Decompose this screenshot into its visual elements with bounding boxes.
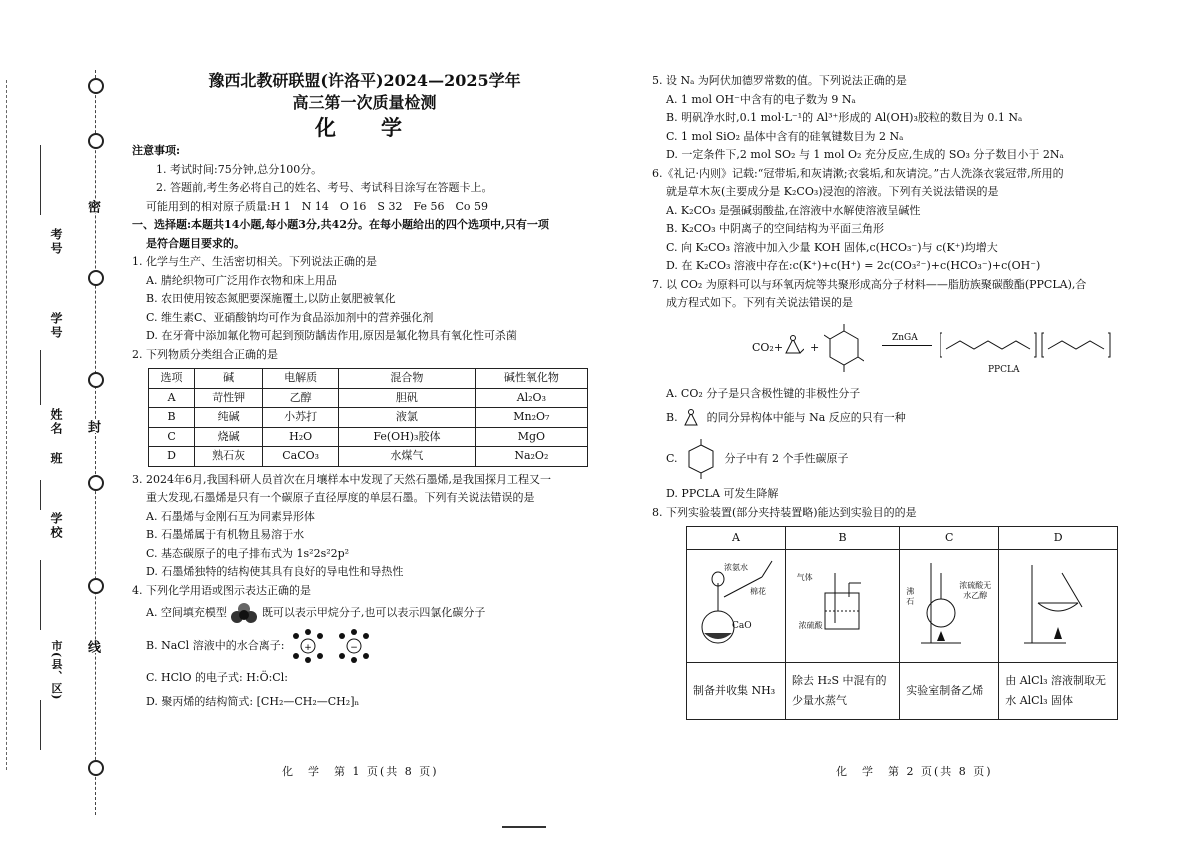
label-reagents: 浓硫酸无水乙醇 xyxy=(959,580,992,600)
exam-subject: 化 学 xyxy=(315,115,414,140)
q1-option-a: A. 腈纶织物可广泛用作衣物和床上用品 xyxy=(146,273,337,287)
ppcla-structure-icon xyxy=(940,329,1120,363)
epoxide-small-icon xyxy=(681,407,703,429)
table-cell: 熟石灰 xyxy=(195,447,263,467)
punch-hole xyxy=(88,270,104,286)
bottom-mark xyxy=(502,826,546,828)
label-boiling-chips: 沸石 xyxy=(906,586,915,606)
label-conc-h2so4: 浓硫酸 xyxy=(798,620,823,630)
q2-stem: 2. 下列物质分类组合正确的是 xyxy=(132,347,278,361)
q4-option-b-text: B. NaCl 溶液中的水合离子: xyxy=(146,639,285,652)
apparatus-row xyxy=(687,550,1118,663)
table-cell: 苛性钾 xyxy=(195,388,263,408)
table-row xyxy=(149,388,588,408)
q6-stem: 6.《礼记·内则》记载:“冠带垢,和灰请漱;衣裳垢,和灰请浣。”古人洗涤衣裳冠带,所用的 xyxy=(652,166,1064,180)
table-header: D xyxy=(999,527,1118,550)
space-filling-model-icon xyxy=(230,602,258,624)
seal-mark-mi: 密 xyxy=(85,200,100,213)
table-header: 电解质 xyxy=(263,369,339,389)
q6-option-b: B. K₂CO₃ 中阴离子的空间结构为平面三角形 xyxy=(666,222,885,235)
seal-mark-feng: 封 xyxy=(85,420,100,433)
table-cell: 纯碱 xyxy=(195,408,263,428)
q7-option-c-letter: C. xyxy=(666,452,678,465)
table-cell: 胆矾 xyxy=(339,388,476,408)
label-school: 学校 xyxy=(49,512,63,540)
q4-option-b xyxy=(132,626,597,666)
note-atomic-mass: 可能用到的相对原子质量:H 1 N 14 O 16 S 32 Fe 56 Co 59 xyxy=(146,199,489,213)
q5-option-c: C. 1 mol SiO₂ 晶体中含有的硅氧键数目为 2 Nₐ xyxy=(666,129,904,143)
q7-option-b-letter: B. xyxy=(666,411,678,424)
seal-dashed-line xyxy=(95,70,96,815)
polypropylene-formula: [CH₂—CH₂—CH₂]ₙ xyxy=(256,695,360,708)
caption-cell: 由 AlCl₃ 溶液制取无水 AlCl₃ 固体 xyxy=(999,663,1118,720)
label-city-county: 市(县、区) xyxy=(50,640,63,701)
q8-stem: 8. 下列实验装置(部分夹持装置略)能达到实验目的的是 xyxy=(652,505,917,519)
q4-option-a-text-cont: 既可以表示甲烷分子,也可以表示四氯化碳分子 xyxy=(261,606,486,619)
page-1-footer: 化 学 第 1 页(共 8 页) xyxy=(282,765,439,778)
q2-table xyxy=(148,368,588,467)
caption-cell: 除去 H₂S 中混有的少量水蒸气 xyxy=(786,663,900,720)
lactide-small-icon xyxy=(681,437,721,481)
table-cell: 乙醇 xyxy=(263,388,339,408)
q7-option-c-text: 分子中有 2 个手性碳原子 xyxy=(724,452,849,465)
apparatus-d xyxy=(999,550,1118,663)
fill-line xyxy=(40,350,41,405)
q5-option-a: A. 1 mol OH⁻中含有的电子数为 9 Nₐ xyxy=(666,92,856,106)
table-cell: Al₂O₃ xyxy=(475,388,587,408)
q1-option-d: D. 在牙膏中添加氟化物可起到预防龋齿作用,原因是氟化物具有氧化性可杀菌 xyxy=(146,329,517,342)
table-header: 碱 xyxy=(195,369,263,389)
q3-option-d: D. 石墨烯独特的结构使其具有良好的导电性和导热性 xyxy=(146,565,404,578)
table-cell: D xyxy=(149,447,195,467)
fill-line xyxy=(40,700,41,750)
page-2-footer: 化 学 第 2 页(共 8 页) xyxy=(836,765,993,778)
table-cell: H₂O xyxy=(263,427,339,447)
q4-option-c xyxy=(132,666,597,690)
note-1: 1. 考试时间:75分钟,总分100分。 xyxy=(156,162,323,176)
fill-line xyxy=(40,480,41,510)
table-cell: 水煤气 xyxy=(339,447,476,467)
table-cell: Fe(OH)₃胶体 xyxy=(339,427,476,447)
q7-option-a: A. CO₂ 分子是只含极性键的非极性分子 xyxy=(666,386,861,400)
apparatus-a xyxy=(687,550,786,663)
co2-reactant: CO₂+ xyxy=(752,340,784,354)
fill-line xyxy=(40,560,41,630)
table-header: B xyxy=(786,527,900,550)
svg-text:−: − xyxy=(350,643,358,653)
q7-option-c xyxy=(652,433,1122,485)
table-header: 选项 xyxy=(149,369,195,389)
section-heading-cont: 是符合题目要求的。 xyxy=(146,236,245,250)
binding-margin xyxy=(0,0,120,849)
evaporating-dish-icon xyxy=(1010,553,1106,653)
gas-washing-bottle-icon xyxy=(795,553,891,653)
caption-cell: 制备并收集 NH₃ xyxy=(687,663,786,720)
outer-dashed-line xyxy=(6,80,7,770)
epoxide-icon xyxy=(782,333,804,357)
q4-option-d-text: D. 聚丙烯的结构简式: xyxy=(146,695,254,708)
q6-option-d: D. 在 K₂CO₃ 溶液中存在:c(K⁺)+c(H⁺) = 2c(CO₃²⁻)+c(HCO₃⁻)+c(OH⁻) xyxy=(666,259,1041,272)
label-cotton: 棉花 xyxy=(750,586,766,596)
table-cell: C xyxy=(149,427,195,447)
q4-option-d xyxy=(132,690,597,714)
q1-stem: 1. 化学与生产、生活密切相关。下列说法正确的是 xyxy=(132,255,377,268)
label-exam-number: 考号 xyxy=(49,228,63,256)
table-cell: B xyxy=(149,408,195,428)
apparatus-c xyxy=(900,550,999,663)
punch-hole xyxy=(88,475,104,491)
seal-mark-xian: 线 xyxy=(85,640,100,653)
q4-option-c-text: C. HClO 的电子式: xyxy=(146,671,243,684)
table-cell: 烧碱 xyxy=(195,427,263,447)
table-header: A xyxy=(687,527,786,550)
table-cell: CaCO₃ xyxy=(263,447,339,467)
q6-stem-cont: 就是草木灰(主要成分是 K₂CO₃)浸泡的溶液。下列有关说法错误的是 xyxy=(666,185,999,198)
label-cao: CaO xyxy=(732,620,752,631)
q4-option-a-text: A. 空间填充模型 xyxy=(146,606,227,619)
catalyst-label: ZnGA xyxy=(892,332,918,343)
q5-option-b: B. 明矾净水时,0.1 mol·L⁻¹的 Al³⁺形成的 Al(OH)₃胶粒的数目为 0.1 Nₐ xyxy=(666,111,1023,124)
exam-title-line2: 高三第一次质量检测 xyxy=(292,93,437,112)
table-row xyxy=(149,447,588,467)
q8-table xyxy=(686,526,1118,720)
label-class: 班 xyxy=(49,452,63,466)
label-ammonia: 浓氨水 xyxy=(724,562,748,572)
table-header-row xyxy=(687,527,1118,550)
table-header: C xyxy=(900,527,999,550)
q7-stem-cont: 成方程式如下。下列有关说法错误的是 xyxy=(666,296,853,309)
label-student-id: 学号 xyxy=(49,312,63,340)
label-name: 姓名 xyxy=(49,408,63,436)
table-row xyxy=(149,427,588,447)
page-1-column xyxy=(132,70,597,714)
q7-stem: 7. 以 CO₂ 为原料可以与环氧丙烷等共聚形成高分子材料——脂肪族聚碳酸酯(PPCLA),合 xyxy=(652,277,1087,291)
q1-option-c: C. 维生素C、亚硝酸钠均可作为食品添加剂中的营养强化剂 xyxy=(146,310,434,324)
q5-stem: 5. 设 Nₐ 为阿伏加德罗常数的值。下列说法正确的是 xyxy=(652,74,907,87)
label-gas: 气体 xyxy=(796,572,813,582)
exam-title-line1: 豫西北教研联盟(许洛平)2024—2025学年 xyxy=(208,71,521,90)
q3-option-b: B. 石墨烯属于有机物且易溶于水 xyxy=(146,528,305,541)
table-row xyxy=(149,408,588,428)
lactide-ring-icon xyxy=(824,321,864,377)
q6-option-a: A. K₂CO₃ 是强碱弱酸盐,在溶液中水解使溶液呈碱性 xyxy=(666,203,921,217)
q1-option-b: B. 农田使用铵态氮肥要深施覆土,以防止氨肥被氧化 xyxy=(146,292,396,305)
hydrated-ions-icon xyxy=(288,628,378,664)
hclo-electron-formula: H:Ö:Cl: xyxy=(246,671,288,684)
notes-title: 注意事项: xyxy=(132,144,181,157)
punch-hole xyxy=(88,133,104,149)
section-heading: 一、选择题:本题共14小题,每小题3分,共42分。在每小题给出的四个选项中,只有一项 xyxy=(132,218,549,231)
apparatus-b xyxy=(786,550,900,663)
exam-header xyxy=(132,70,597,142)
table-cell: Mn₂O₇ xyxy=(475,408,587,428)
table-cell: A xyxy=(149,388,195,408)
punch-hole xyxy=(88,372,104,388)
table-header: 混合物 xyxy=(339,369,476,389)
product-label: PPCLA xyxy=(988,364,1020,375)
fill-line xyxy=(40,145,41,215)
table-cell: 小苏打 xyxy=(263,408,339,428)
q4-option-a xyxy=(132,600,597,626)
q3-option-c: C. 基态碳原子的电子排布式为 1s²2s²2p² xyxy=(146,546,350,560)
q5-option-d: D. 一定条件下,2 mol SO₂ 与 1 mol O₂ 充分反应,生成的 SO₃ 分子数目小于 2Nₐ xyxy=(666,148,1064,161)
caption-cell: 实验室制备乙烯 xyxy=(900,663,999,720)
note-2: 2. 答题前,考生务必将自己的姓名、考号、考试科目涂写在答题卡上。 xyxy=(156,181,493,194)
q3-stem: 3. 2024年6月,我国科研人员首次在月壤样本中发现了天然石墨烯,是我国探月工程又一 xyxy=(132,472,551,486)
q3-stem-cont: 重大发现,石墨烯是只有一个碳原子直径厚度的单层石墨。下列有关说法错误的是 xyxy=(146,491,535,504)
table-cell: MgO xyxy=(475,427,587,447)
table-cell: 液氯 xyxy=(339,408,476,428)
svg-text:+: + xyxy=(304,643,312,653)
q3-option-a: A. 石墨烯与金刚石互为同素异形体 xyxy=(146,509,315,523)
q7-reaction-scheme xyxy=(752,321,1122,377)
q7-option-b xyxy=(652,403,1122,433)
plus-sign: + xyxy=(810,340,820,354)
q6-option-c: C. 向 K₂CO₃ 溶液中加入少量 KOH 固体,c(HCO₃⁻)与 c(K⁺)均增大 xyxy=(666,240,998,254)
q7-option-b-text: 的同分异构体中能与 Na 反应的只有一种 xyxy=(706,411,906,424)
q7-option-d: D. PPCLA 可发生降解 xyxy=(666,487,779,500)
punch-hole xyxy=(88,760,104,776)
table-header-row xyxy=(149,369,588,389)
table-header: 碱性氧化物 xyxy=(475,369,587,389)
caption-row xyxy=(687,663,1118,720)
table-cell: Na₂O₂ xyxy=(475,447,587,467)
punch-hole xyxy=(88,578,104,594)
page-2-column xyxy=(652,72,1122,720)
q4-stem: 4. 下列化学用语或图示表达正确的是 xyxy=(132,583,311,597)
punch-hole xyxy=(88,78,104,94)
